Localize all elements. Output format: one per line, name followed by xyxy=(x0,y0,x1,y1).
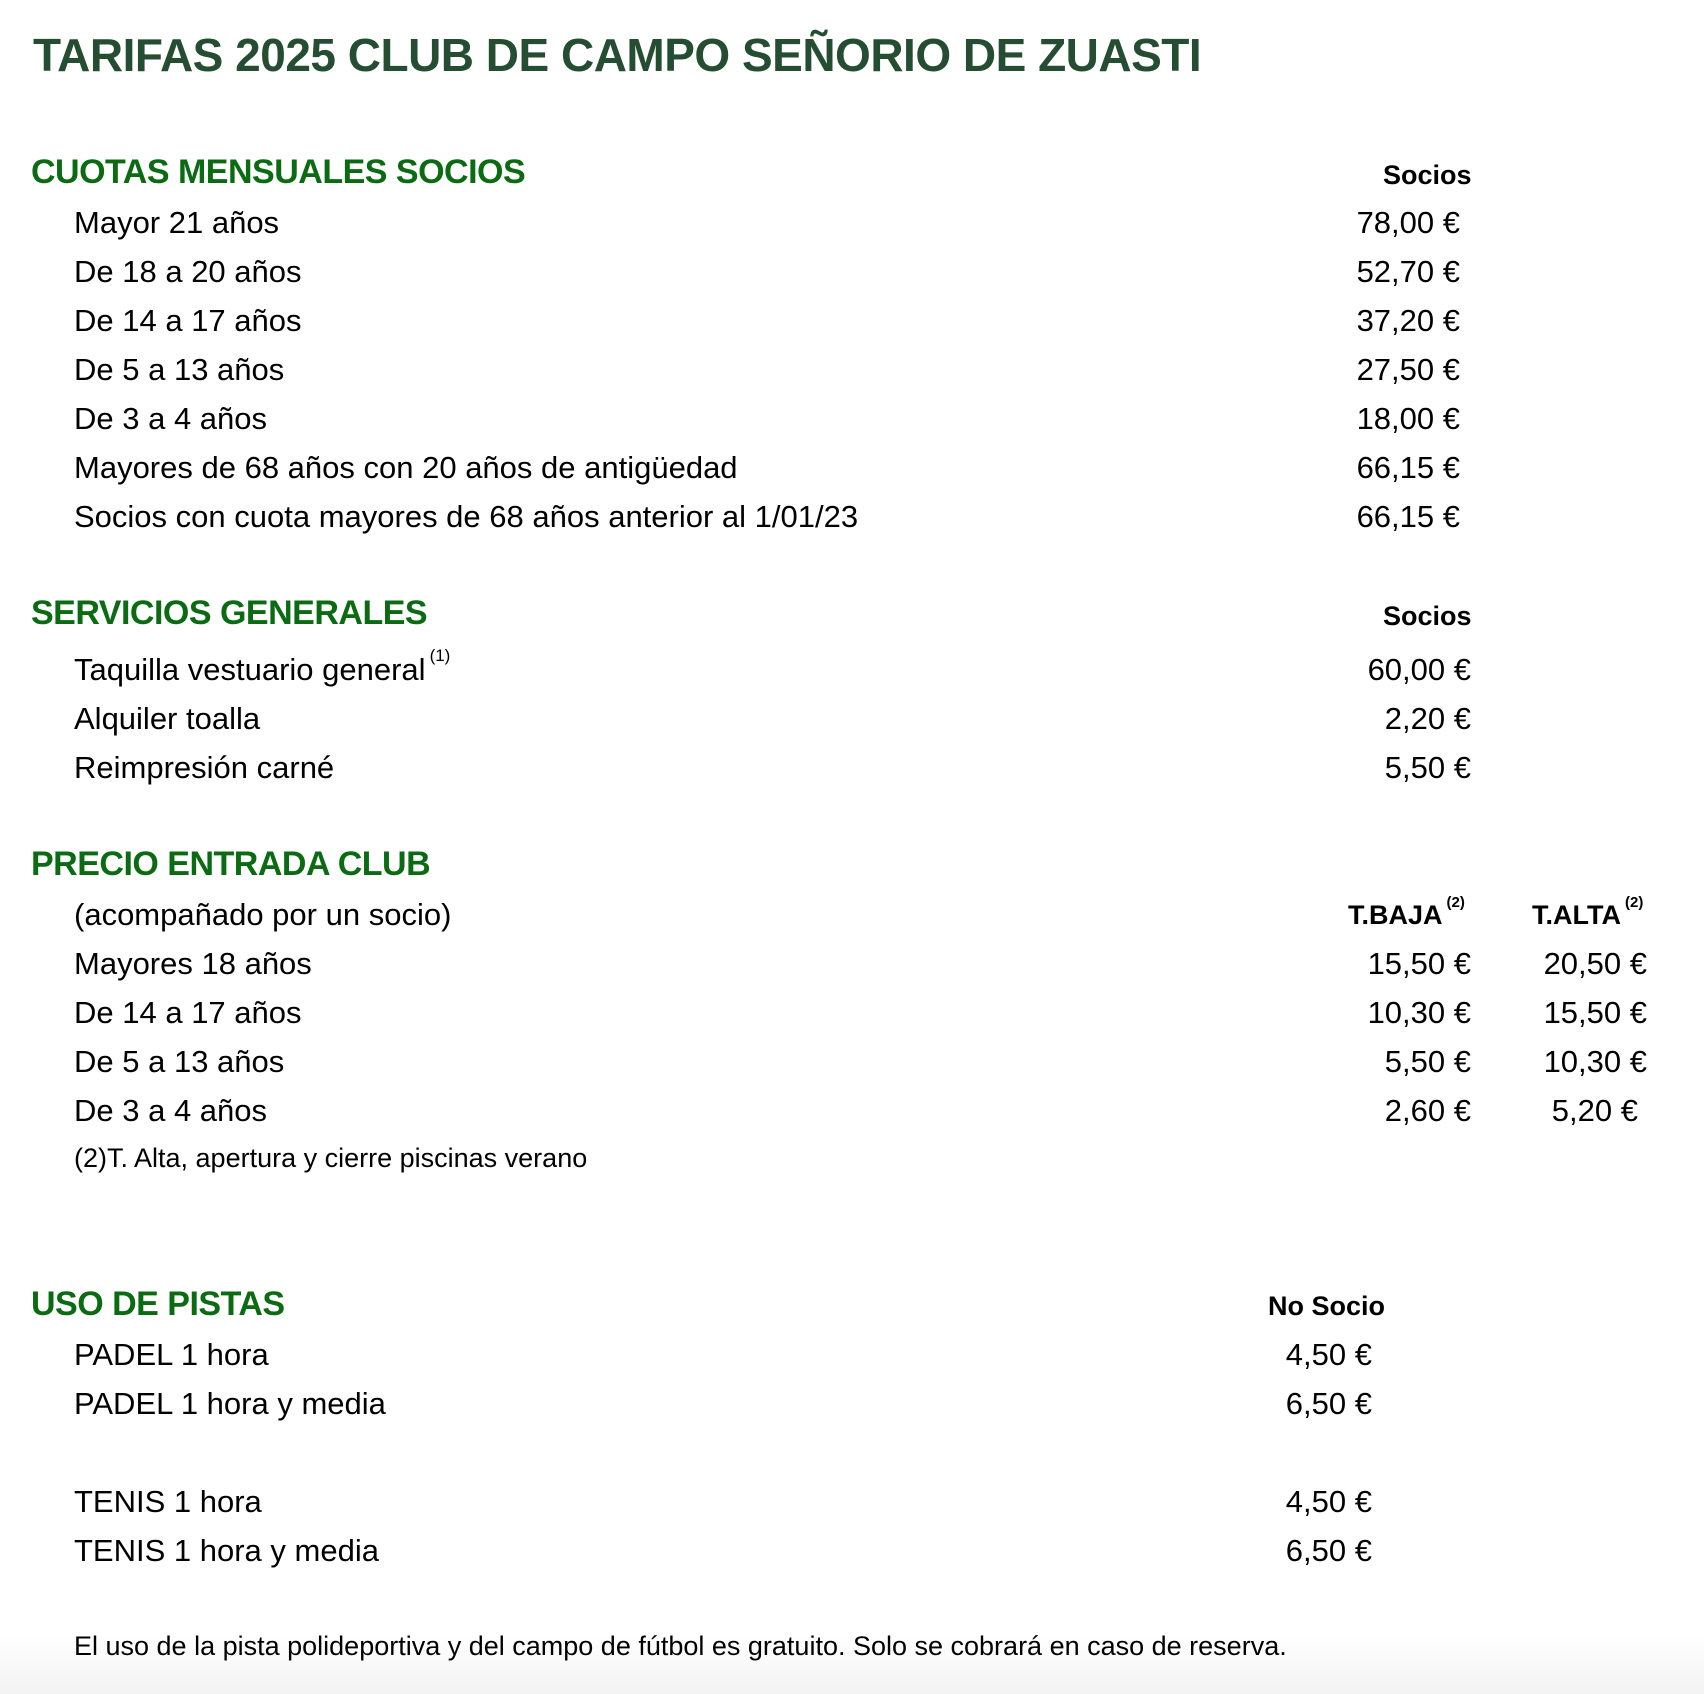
cuota-row-label: Socios con cuota mayores de 68 años anterior al 1/01/23 xyxy=(74,499,859,534)
cuota-row-price: 52,70 € xyxy=(1356,254,1460,289)
cuota-row-price: 78,00 € xyxy=(1356,205,1460,240)
cuota-row-price: 66,15 € xyxy=(1356,450,1460,485)
cuota-row-label: Mayores de 68 años con 20 años de antigüedad xyxy=(74,450,738,485)
entrada-row-baja: 10,30 € xyxy=(1367,995,1471,1030)
entrada-row-alta: 10,30 € xyxy=(1543,1044,1647,1079)
entrada-row-label: De 14 a 17 años xyxy=(74,995,302,1030)
pista-row-label: TENIS 1 hora xyxy=(74,1484,262,1519)
pista-row-price: 6,50 € xyxy=(1285,1386,1372,1421)
servicio-row-label: Alquiler toalla xyxy=(74,701,261,736)
servicio-row-price: 5,50 € xyxy=(1384,750,1471,785)
entrada-footnote: (2)T. Alta, apertura y cierre piscinas verano xyxy=(74,1143,588,1173)
column-header-talta xyxy=(1532,894,1644,931)
column-header-text: T.ALTA xyxy=(1532,900,1621,930)
section-heading-servicios: SERVICIOS GENERALES xyxy=(31,594,428,632)
section-heading-entrada: PRECIO ENTRADA CLUB xyxy=(31,845,431,883)
entrada-subheading: (acompañado por un socio) xyxy=(74,897,452,932)
pista-row-price: 4,50 € xyxy=(1285,1484,1372,1519)
entrada-row-label: De 5 a 13 años xyxy=(74,1044,285,1079)
entrada-row-label: Mayores 18 años xyxy=(74,946,312,981)
cuota-row-price: 37,20 € xyxy=(1356,303,1460,338)
cuota-row-price: 18,00 € xyxy=(1356,401,1460,436)
cuota-row-label: De 14 a 17 años xyxy=(74,303,302,338)
section-heading-pistas: USO DE PISTAS xyxy=(31,1285,285,1323)
servicio-row-label: Reimpresión carné xyxy=(74,750,335,785)
servicio-row-price: 2,20 € xyxy=(1384,701,1471,736)
footnote-marker: (1) xyxy=(429,646,451,665)
entrada-row-label: De 3 a 4 años xyxy=(74,1093,268,1128)
column-header-tbaja xyxy=(1348,894,1465,931)
pista-row-label: PADEL 1 hora xyxy=(74,1337,269,1372)
entrada-row-alta: 15,50 € xyxy=(1543,995,1647,1030)
pistas-note: El uso de la pista polideportiva y del campo de fútbol es gratuito. Solo se cobrará en caso de reserva. xyxy=(74,1631,1287,1661)
pista-row-label: TENIS 1 hora y media xyxy=(74,1533,379,1568)
servicio-label-text: Taquilla vestuario general xyxy=(74,652,426,687)
cuota-row-label: De 3 a 4 años xyxy=(74,401,268,436)
pista-row-price: 4,50 € xyxy=(1285,1337,1372,1372)
servicio-row-price: 60,00 € xyxy=(1367,652,1471,687)
column-header-socios: Socios xyxy=(1383,160,1472,190)
column-header-text: T.BAJA xyxy=(1348,900,1443,930)
page-title: TARIFAS 2025 CLUB DE CAMPO SEÑORIO DE ZUASTI xyxy=(33,29,1202,81)
cuota-row-price: 27,50 € xyxy=(1356,352,1460,387)
column-header-no-socio: No Socio xyxy=(1268,1291,1386,1321)
entrada-row-alta: 5,20 € xyxy=(1551,1093,1638,1128)
cuota-row-label: De 18 a 20 años xyxy=(74,254,302,289)
footnote-marker: (2) xyxy=(1446,894,1465,911)
entrada-row-baja: 2,60 € xyxy=(1384,1093,1471,1128)
servicio-row-label xyxy=(74,646,451,688)
section-heading-cuotas: CUOTAS MENSUALES SOCIOS xyxy=(31,153,526,191)
cuota-row-label: Mayor 21 años xyxy=(74,205,280,240)
cuota-row-label: De 5 a 13 años xyxy=(74,352,285,387)
entrada-row-baja: 15,50 € xyxy=(1367,946,1471,981)
footnote-marker: (2) xyxy=(1624,894,1644,911)
column-header-socios: Socios xyxy=(1383,601,1472,631)
cuota-row-price: 66,15 € xyxy=(1356,499,1460,534)
entrada-row-alta: 20,50 € xyxy=(1543,946,1647,981)
pista-row-label: PADEL 1 hora y media xyxy=(74,1386,386,1421)
pista-row-price: 6,50 € xyxy=(1285,1533,1372,1568)
entrada-row-baja: 5,50 € xyxy=(1384,1044,1471,1079)
